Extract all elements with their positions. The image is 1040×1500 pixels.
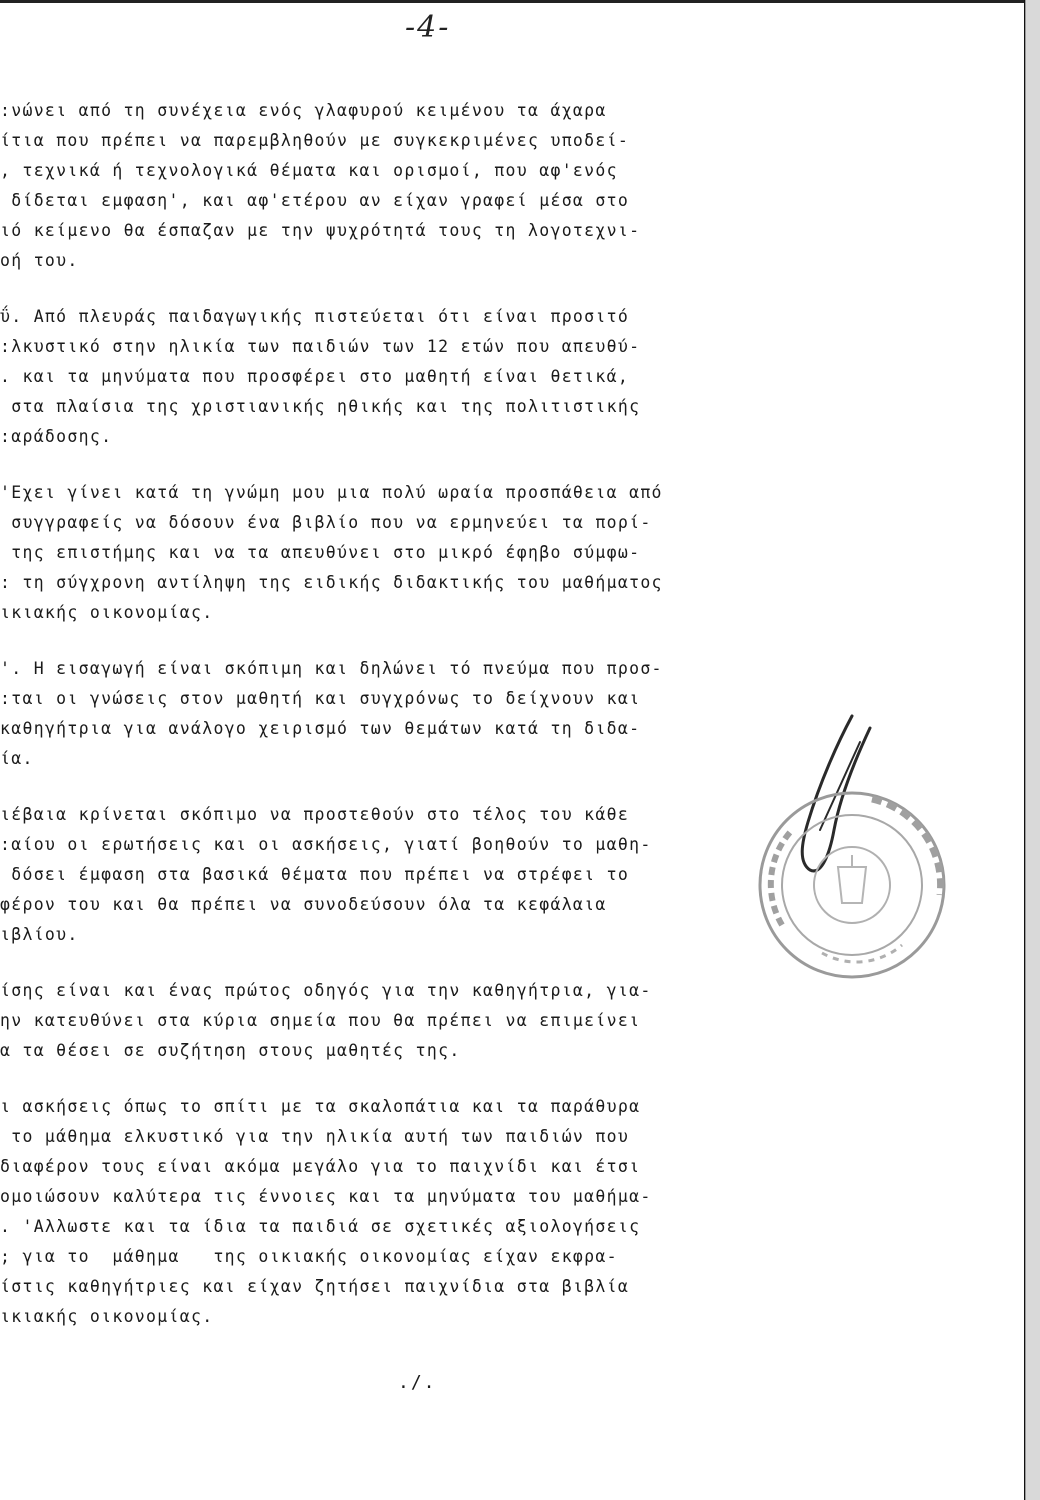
text-line: ι ασκήσεις όπως το σπίτι με τα σκαλοπάτια και τα παράθυρα [0,1097,641,1116]
text-line: της επιστήμης και να τα απευθύνει στο μικρό έφηβο σύμφω- [0,543,641,562]
paragraph [0,302,800,452]
text-line: συγγραφείς να δόσουν ένα βιβλίο που να ερμηνεύει τα πορί- [0,513,652,532]
text-line: ίστις καθηγήτριες και είχαν ζητήσει παιχνίδια στα βιβλία [0,1277,630,1296]
paragraph [0,976,800,1066]
text-line: ικιακής οικονομίας. [0,1307,214,1326]
text-line: ία. [0,749,34,768]
scan-margin [1025,0,1040,1500]
text-line: ιέβαια κρίνεται σκόπιμο να προστεθούν στο τέλος του κάθε [0,805,630,824]
text-line: οή του. [0,251,79,270]
text-line: διαφέρον τους είναι ακόμα μεγάλο για το παιχνίδι και έτσι [0,1157,641,1176]
continuation-mark: ./. [398,1372,437,1393]
scan-top-edge [0,0,1040,3]
text-line: , τεχνικά ή τεχνολογικά θέματα και ορισμοί, που αφ'ενός [0,161,618,180]
paragraph [0,96,800,276]
text-line: :ται οι γνώσεις στον μαθητή και συγχρόνως το δείχνουν και [0,689,641,708]
text-line: ΰ. Από πλευράς παιδαγωγικής πιστεύεται ότι είναι προσιτό [0,307,630,326]
text-line: ; για το μάθημα της οικιακής οικονομίας είχαν εκφρα- [0,1247,618,1266]
text-line: ιό κείμενο θα έσπαζαν με την ψυχρότητά τους τη λογοτεχνι- [0,221,641,240]
paragraph [0,478,800,628]
text-line: το μάθημα ελκυστικό για την ηλικία αυτή των παιδιών που [0,1127,630,1146]
text-line: :αίου οι ερωτήσεις και οι ασκήσεις, γιατί βοηθούν το μαθη- [0,835,652,854]
text-line: :λκυστικό στην ηλικία των παιδιών των 12 ετών που απευθύ- [0,337,641,356]
official-stamp [752,785,952,985]
text-line: φέρον του και θα πρέπει να συνοδεύσουν όλα τα κεφάλαια [0,895,607,914]
text-line: 'Εχει γίνει κατά τη γνώμη μου μια πολύ ωραία προσπάθεια από [0,483,663,502]
text-line: δίδεται εμφαση', και αφ'ετέρου αν είχαν γραφεί μέσα στο [0,191,630,210]
text-line: ίτια που πρέπει να παρεμβληθούν με συγκεκριμένες υποδεί- [0,131,630,150]
paragraph [0,800,800,950]
text-line: ην κατευθύνει στα κύρια σημεία που θα πρέπει να επιμείνει [0,1011,641,1030]
text-line: καθηγήτρια για ανάλογο χειρισμό των θεμάτων κατά τη διδα- [0,719,641,738]
text-line: : τη σύγχρονη αντίληψη της ειδικής διδακτικής του μαθήματος [0,573,663,592]
paragraph [0,1092,800,1332]
text-line: . 'Αλλωστε και τα ίδια τα παιδιά σε σχετικές αξιολογήσεις [0,1217,641,1236]
page-number: -4- [405,10,451,45]
text-line: ικιακής οικονομίας. [0,603,214,622]
text-line: δόσει έμφαση στα βασικά θέματα που πρέπει να στρέφει το [0,865,630,884]
text-line: :νώνει από τη συνέχεια ενός γλαφυρού κειμένου τα άχαρα [0,101,607,120]
text-line: στα πλαίσια της χριστιανικής ηθικής και της πολιτιστικής [0,397,641,416]
text-line: :αράδοσης. [0,427,113,446]
text-line: ομοιώσουν καλύτερα τις έννοιες και τα μηνύματα του μαθήμα- [0,1187,652,1206]
text-line: '. Η εισαγωγή είναι σκόπιμη και δηλώνει τό πνεύμα που προσ- [0,659,663,678]
paragraph [0,654,800,774]
text-line: ίσης είναι και ένας πρώτος οδηγός για την καθηγήτρια, για- [0,981,652,1000]
body-text [0,96,800,1358]
text-line: ιβλίου. [0,925,79,944]
text-line: α τα θέσει σε συζήτηση στους μαθητές της. [0,1041,461,1060]
text-line: . και τα μηνύματα που προσφέρει στο μαθητή είναι θετικά, [0,367,630,386]
